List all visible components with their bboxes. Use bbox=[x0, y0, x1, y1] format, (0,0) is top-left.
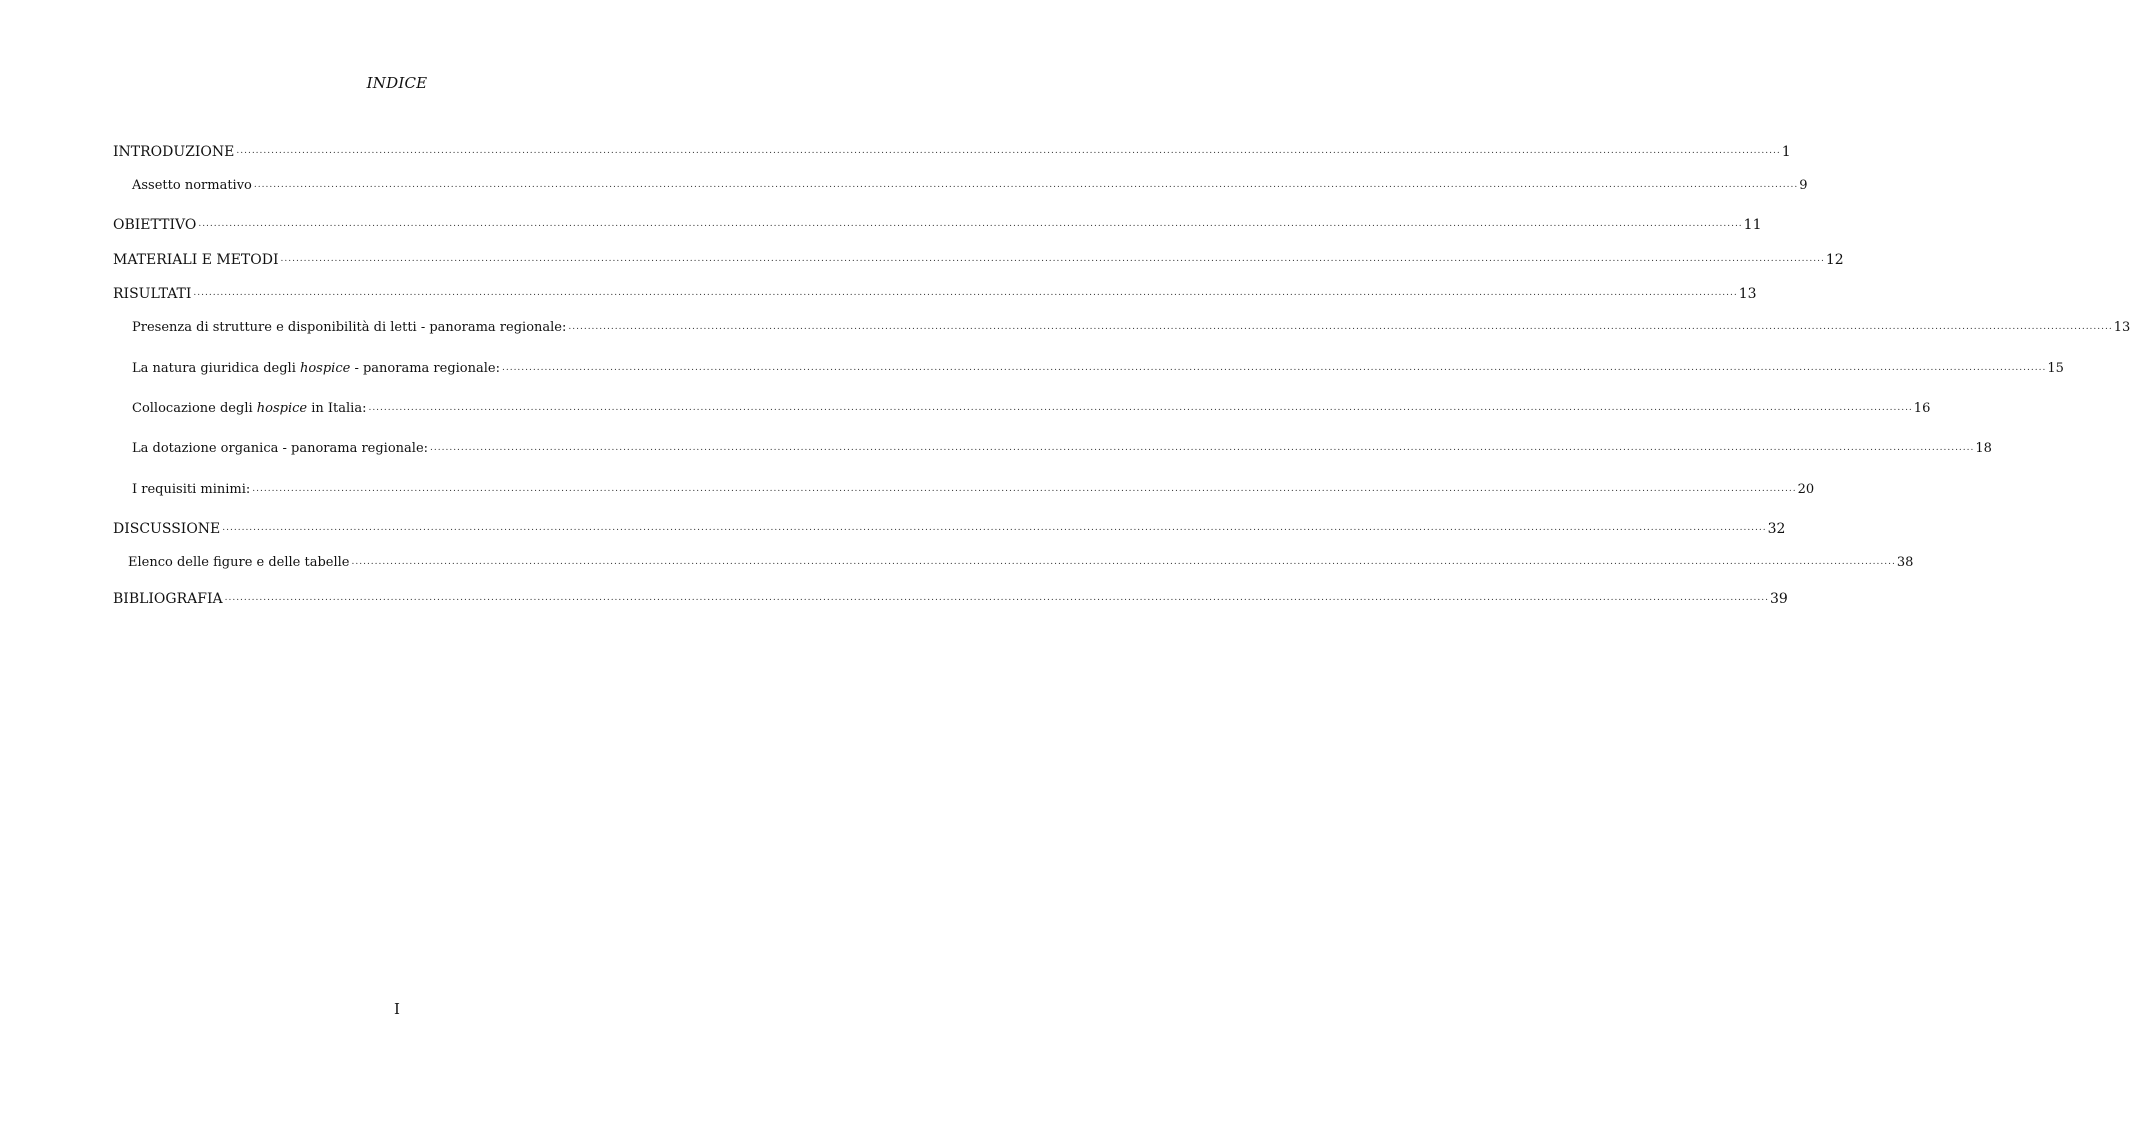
toc-entry-page: 32 bbox=[1767, 521, 1786, 537]
toc-entry-label: Elenco delle figure e delle tabelle bbox=[128, 555, 350, 570]
toc-entry-label: BIBLIOGRAFIA bbox=[113, 591, 223, 607]
toc-entry-label: Collocazione degli hospice in Italia: bbox=[132, 401, 367, 416]
page-number: I bbox=[394, 1000, 400, 1018]
dot-leader: ................................................................................................................................................................................................................................................................................................................................................................................................................ bbox=[193, 288, 1738, 298]
toc-entry-label: La dotazione organica - panorama regionale: bbox=[132, 441, 429, 456]
dot-leader: ................................................................................................................................................................................................................................................................................................................................................................................................................ bbox=[222, 523, 1767, 533]
toc-entry-page: 11 bbox=[1743, 217, 1762, 233]
toc-entry-collocazione[interactable] bbox=[132, 399, 1931, 419]
toc-entry-label: I requisiti minimi: bbox=[132, 482, 251, 497]
toc-entry-elenco-figure[interactable] bbox=[128, 553, 1914, 573]
toc-entry-page: 12 bbox=[1825, 252, 1844, 268]
toc-entry-label: OBIETTIVO bbox=[113, 217, 197, 233]
dot-leader: ................................................................................................................................................................................................................................................................................................................................................................................................................ bbox=[236, 146, 1781, 156]
dot-leader: ................................................................................................................................................................................................................................................................................................................................................................................................................ bbox=[280, 254, 1825, 264]
toc-entry-page: 13 bbox=[2113, 320, 2130, 335]
toc-entry-label: DISCUSSIONE bbox=[113, 521, 221, 537]
toc-entry-page: 13 bbox=[1738, 286, 1757, 302]
toc-entry-page: 38 bbox=[1896, 555, 1914, 570]
toc-entry-label: RISULTATI bbox=[113, 286, 192, 302]
dot-leader: ................................................................................................................................................................................................................................................................................................................................................................................................................ bbox=[253, 180, 1799, 190]
dot-leader: ................................................................................................................................................................................................................................................................................................................................................................................................................ bbox=[198, 219, 1743, 229]
dot-leader: ................................................................................................................................................................................................................................................................................................................................................................................................................ bbox=[351, 557, 1896, 567]
toc-entry-page: 16 bbox=[1913, 401, 1931, 416]
emphasis-text: hospice bbox=[299, 361, 351, 376]
toc-entry-dotazione-organica[interactable] bbox=[132, 439, 1992, 459]
toc-entry-page: 1 bbox=[1781, 144, 1791, 160]
dot-leader: ................................................................................................................................................................................................................................................................................................................................................................................................................ bbox=[224, 593, 1769, 603]
page-title: INDICE bbox=[366, 74, 428, 92]
toc-entry-page: 15 bbox=[2047, 361, 2064, 376]
toc-entry-risultati[interactable] bbox=[113, 284, 1757, 304]
toc-entry-introduzione[interactable] bbox=[113, 142, 1791, 162]
toc-entry-presenza-strutture[interactable] bbox=[132, 318, 2130, 338]
dot-leader: ................................................................................................................................................................................................................................................................................................................................................................................................................ bbox=[501, 363, 2047, 373]
dot-leader: ................................................................................................................................................................................................................................................................................................................................................................................................................ bbox=[430, 443, 1975, 453]
toc-entry-page: 9 bbox=[1799, 178, 1808, 193]
dot-leader: ................................................................................................................................................................................................................................................................................................................................................................................................................ bbox=[252, 484, 1797, 494]
toc-entry-materiali-e-metodi[interactable] bbox=[113, 250, 1844, 270]
toc-entry-assetto-normativo[interactable] bbox=[132, 176, 1808, 196]
toc-entry-label: La natura giuridica degli hospice - panorama regionale: bbox=[132, 361, 500, 376]
toc-entry-page: 39 bbox=[1769, 591, 1788, 607]
toc-entry-label: INTRODUZIONE bbox=[113, 144, 235, 160]
toc-entry-discussione[interactable] bbox=[113, 519, 1786, 539]
toc-entry-page: 18 bbox=[1975, 441, 1992, 456]
toc-entry-page: 20 bbox=[1797, 482, 1815, 497]
toc-entry-bibliografia[interactable] bbox=[113, 589, 1788, 609]
dot-leader: ................................................................................................................................................................................................................................................................................................................................................................................................................ bbox=[568, 322, 2113, 332]
dot-leader: ................................................................................................................................................................................................................................................................................................................................................................................................................ bbox=[368, 403, 1913, 413]
toc-entry-label: MATERIALI E METODI bbox=[113, 252, 279, 268]
toc-entry-label: Presenza di strutture e disponibilità di letti - panorama regionale: bbox=[132, 320, 567, 335]
toc-entry-obiettivo[interactable] bbox=[113, 215, 1762, 235]
emphasis-text: hospice bbox=[256, 401, 308, 416]
toc-entry-natura-giuridica[interactable] bbox=[132, 359, 2064, 379]
toc-entry-requisiti-minimi[interactable] bbox=[132, 480, 1815, 500]
toc-entry-label: Assetto normativo bbox=[132, 178, 252, 193]
